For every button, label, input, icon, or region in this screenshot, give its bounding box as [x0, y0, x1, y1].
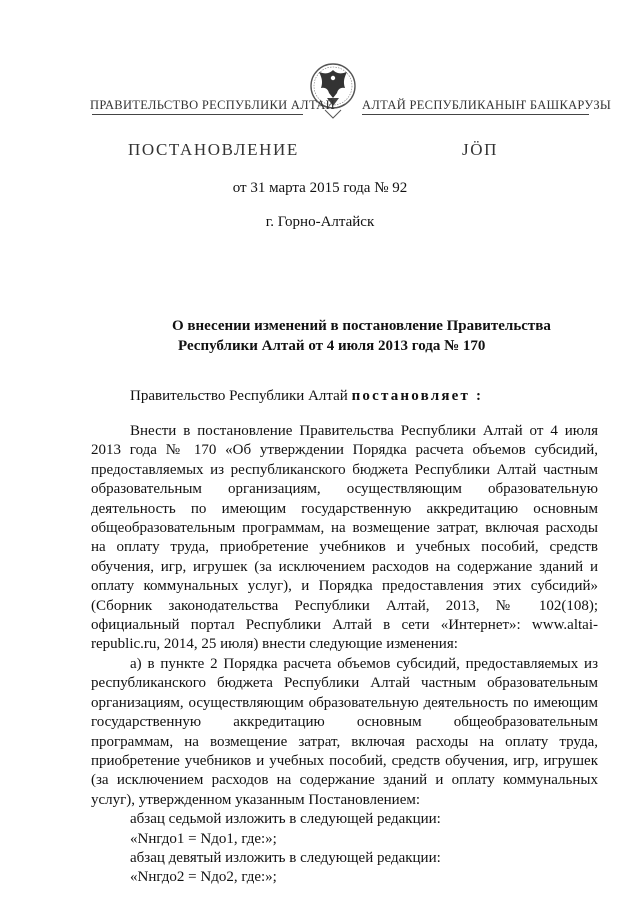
body-paragraph: «Nнгдо1 = Nдо1, где:»; — [130, 830, 277, 847]
org-name-altai: АЛТАЙ РЕСПУБЛИКАНЫҤ БАШКАРУЗЫ — [362, 98, 612, 112]
doctype-russian: ПОСТАНОВЛЕНИЕ — [128, 140, 299, 159]
org-name-russian: ПРАВИТЕЛЬСТВО РЕСПУБЛИКИ АЛТАЙ — [90, 98, 335, 112]
title-line-1: О внесении изменений в постановление Правительства — [172, 318, 551, 334]
header-rule-left — [92, 114, 303, 115]
body-paragraph: а) в пункте 2 Порядка расчета объемов субсидий, предоставляемых из республиканского бюджета Республики Алтай частным образовательным организациям, осуществляющим образовательную деятельность по имеющим государственную аккредитацию основным общеобразовательным программам, на возмещение затрат, включая расходы на оплату труда, приобретение учебников и учебных пособий, средств обучения, игр, игрушек (за исключением расходов на содержание зданий и оплату коммунальных услуг), утвержденном указанным Постановлением: — [91, 655, 598, 808]
preamble-subject: Правительство Республики Алтай — [130, 388, 352, 404]
document-city: г. Горно-Алтайск — [265, 214, 375, 230]
body-paragraph: абзац седьмой изложить в следующей редакции: — [130, 811, 441, 828]
body-paragraph: абзац девятый изложить в следующей редакции: — [130, 849, 441, 866]
header-rule-right — [362, 114, 589, 115]
preamble — [130, 388, 483, 405]
title-line-2: Республики Алтай от 4 июля 2013 года № 170 — [178, 338, 486, 354]
document-title — [172, 316, 551, 356]
preamble-verb: постановляет : — [351, 388, 484, 404]
document-date-number: от 31 марта 2015 года № 92 — [232, 180, 408, 196]
body-paragraph: «Nнгдо2 = Nдо2, где:»; — [130, 869, 277, 886]
document-body — [91, 422, 598, 888]
doctype-altai: JÖП — [462, 140, 498, 159]
body-paragraph: Внести в постановление Правительства Республики Алтай от 4 июля 2013 года № 170 «Об утверждении Порядка расчета объемов субсидий, предоставляемых из республиканского бюджета Республики Алтай частным образовательным организациям, осуществляющим образовательную деятельность по имеющим государственную аккредитацию основным общеобразовательным программам, на возмещение затрат, включая расходы на оплату труда, приобретение учебников и учебных пособий, средств обучения, игр, игрушек (за исключением расходов на содержание зданий и оплату коммунальных услуг), и Порядка предоставления этих субсидий» (Сборник законодательства Республики Алтай, 2013, № 102(108); официальный портал Республики Алтай в сети «Интернет»: www.altai-republic.ru, 2014, 25 июля) внести следующие изменения: — [91, 423, 598, 653]
